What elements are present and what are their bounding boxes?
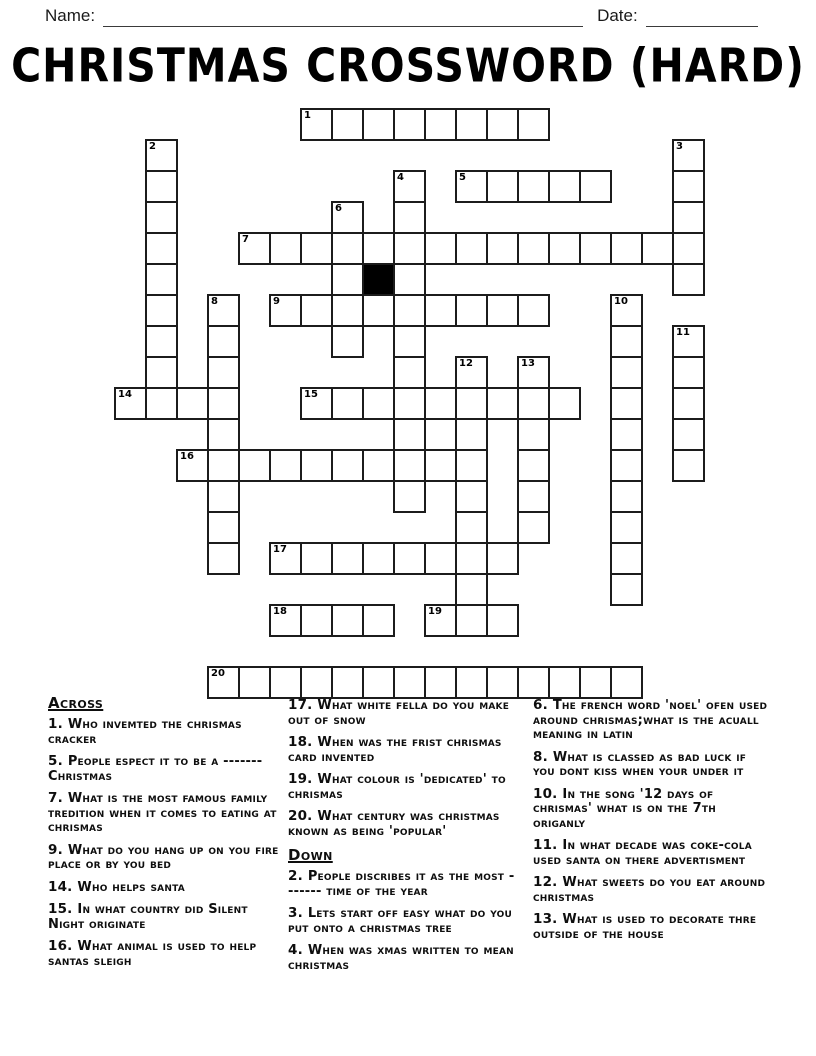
grid-cell[interactable]	[207, 356, 240, 389]
date-input-line[interactable]	[646, 6, 758, 27]
grid-cell[interactable]	[207, 511, 240, 544]
clue-number: 6.	[533, 697, 553, 713]
grid-cell[interactable]	[393, 201, 426, 234]
grid-cell[interactable]	[672, 263, 705, 296]
cell-number: 20	[211, 668, 225, 679]
grid-cell[interactable]	[672, 139, 705, 172]
grid-cell[interactable]	[362, 449, 395, 482]
clue-across-16: 16. What animal is used to help santas sleigh	[48, 938, 257, 969]
grid-cell[interactable]	[610, 325, 643, 358]
grid-cell[interactable]	[393, 294, 426, 327]
grid-cell[interactable]	[424, 387, 457, 420]
grid-cell[interactable]	[517, 511, 550, 544]
page-title: CHRISTMAS CROSSWORD (HARD)	[11, 39, 805, 93]
name-label: Name:	[45, 6, 96, 25]
grid-cell[interactable]	[610, 542, 643, 575]
grid-cell[interactable]	[517, 108, 550, 141]
grid-cell[interactable]	[548, 170, 581, 203]
grid-cell[interactable]	[269, 294, 302, 327]
grid-cell[interactable]	[393, 387, 426, 420]
worksheet-header	[45, 6, 793, 27]
grid-cell[interactable]	[269, 449, 302, 482]
grid-cell[interactable]	[455, 108, 488, 141]
grid-cell[interactable]	[610, 232, 643, 265]
clue-down-11: 11. In what decade was coke-cola used santa on there advertisment	[533, 837, 752, 868]
cell-number: 12	[459, 358, 473, 369]
grid-cell[interactable]	[424, 449, 457, 482]
grid-cell[interactable]	[300, 387, 333, 420]
grid-cell[interactable]	[579, 232, 612, 265]
clue-number: 19.	[288, 771, 318, 787]
grid-cell[interactable]	[362, 387, 395, 420]
grid-cell[interactable]	[548, 232, 581, 265]
grid-cell[interactable]	[393, 542, 426, 575]
grid-cell[interactable]	[393, 449, 426, 482]
clue-number: 7.	[48, 790, 68, 806]
clue-across-18: 18. When was the frist chrismas card invented	[288, 734, 502, 765]
grid-cell[interactable]	[424, 232, 457, 265]
grid-cell[interactable]	[517, 480, 550, 513]
clue-down-3: 3. Lets start off easy what do you put onto a christmas tree	[288, 905, 512, 936]
grid-cell[interactable]	[331, 542, 364, 575]
grid-cell[interactable]	[145, 356, 178, 389]
clues-across-part2	[288, 698, 520, 839]
grid-cell[interactable]	[300, 294, 333, 327]
clue-down-2: 2. People discribes it as the most ------- time of the year	[288, 868, 515, 899]
grid-cell[interactable]	[486, 232, 519, 265]
clue-down-13: 13. What is used to decorate thre outside of the house	[533, 911, 757, 942]
grid-cell[interactable]	[362, 108, 395, 141]
grid-cell[interactable]	[269, 542, 302, 575]
crossword-grid	[114, 108, 708, 702]
grid-cell[interactable]	[486, 294, 519, 327]
grid-cell[interactable]	[517, 356, 550, 389]
grid-cell[interactable]	[610, 511, 643, 544]
clues-down-part1	[288, 869, 520, 973]
grid-cell[interactable]	[455, 604, 488, 637]
grid-cell[interactable]	[331, 108, 364, 141]
clue-across-7: 7. What is the most famous family tredition when it comes to eating at chrismas	[48, 790, 277, 835]
grid-cell[interactable]	[269, 232, 302, 265]
clue-down-10: 10. In the song '12 days of chrismas' what is on the 7th origanly	[533, 785, 716, 831]
grid-cell[interactable]	[393, 170, 426, 203]
grid-cell[interactable]	[331, 387, 364, 420]
grid-cell[interactable]	[362, 604, 395, 637]
grid-cell[interactable]	[455, 480, 488, 513]
clues-column-2	[288, 698, 520, 980]
grid-cell[interactable]	[672, 418, 705, 451]
grid-cell[interactable]	[331, 449, 364, 482]
grid-cell[interactable]	[455, 542, 488, 575]
grid-cell[interactable]	[486, 666, 519, 699]
cell-number: 13	[521, 358, 535, 369]
cell-number: 14	[118, 389, 132, 400]
grid-cell[interactable]	[610, 480, 643, 513]
clue-number: 13.	[533, 911, 563, 927]
grid-cell[interactable]	[517, 387, 550, 420]
grid-cell[interactable]	[145, 232, 178, 265]
grid-cell[interactable]	[672, 201, 705, 234]
clue-down-8: 8. What is classed as bad luck if you dont kiss when your under it	[533, 748, 747, 779]
grid-cell[interactable]	[393, 232, 426, 265]
grid-cell[interactable]	[300, 542, 333, 575]
grid-cell[interactable]	[548, 666, 581, 699]
clue-number: 4.	[288, 942, 308, 958]
grid-cell[interactable]	[362, 232, 395, 265]
grid-cell[interactable]	[455, 511, 488, 544]
grid-cell[interactable]	[207, 387, 240, 420]
grid-cell[interactable]	[424, 542, 457, 575]
grid-cell[interactable]	[145, 201, 178, 234]
grid-cell[interactable]	[207, 325, 240, 358]
clue-number: 5.	[48, 753, 68, 769]
cell-number: 18	[273, 606, 287, 617]
grid-cell[interactable]	[393, 418, 426, 451]
grid-cell[interactable]	[610, 666, 643, 699]
cell-number: 19	[428, 606, 442, 617]
grid-cell[interactable]	[455, 170, 488, 203]
grid-cell[interactable]	[486, 108, 519, 141]
grid-cell[interactable]	[548, 387, 581, 420]
grid-cell[interactable]	[517, 666, 550, 699]
grid-cell[interactable]	[610, 356, 643, 389]
clue-across-9: 9. What do you hang up on you fire place or by you bed	[48, 841, 279, 872]
grid-cell[interactable]	[300, 108, 333, 141]
grid-cell[interactable]	[331, 294, 364, 327]
grid-cell[interactable]	[300, 666, 333, 699]
grid-cell[interactable]	[455, 232, 488, 265]
grid-cell[interactable]	[207, 449, 240, 482]
cell-number: 7	[242, 234, 249, 245]
grid-cell[interactable]	[393, 263, 426, 296]
cell-number: 8	[211, 296, 218, 307]
cell-number: 6	[335, 203, 342, 214]
clue-across-1: 1. Who invemted the chrismas cracker	[48, 716, 242, 747]
clues-across-part1	[48, 717, 280, 969]
grid-cell[interactable]	[517, 418, 550, 451]
grid-cell[interactable]	[393, 108, 426, 141]
grid-cell[interactable]	[207, 480, 240, 513]
grid-cell[interactable]	[176, 449, 209, 482]
clue-down-6: 6. The french word 'noel' ofen used around chrismas;what is the acuall meaning in latin	[533, 697, 768, 742]
grid-cell[interactable]	[610, 418, 643, 451]
grid-cell[interactable]	[579, 170, 612, 203]
clue-number: 10.	[533, 785, 563, 802]
clue-across-15: 15. In what country did Silent Night originate	[48, 901, 248, 932]
grid-cell[interactable]	[362, 542, 395, 575]
grid-cell[interactable]	[393, 356, 426, 389]
clue-across-14: 14. Who helps santa	[48, 878, 185, 895]
cell-number: 2	[149, 141, 156, 152]
grid-cell[interactable]	[455, 573, 488, 606]
clue-number: 8.	[533, 748, 553, 765]
grid-cell[interactable]	[145, 170, 178, 203]
grid-cell[interactable]	[176, 387, 209, 420]
cell-number: 16	[180, 451, 194, 462]
grid-cell[interactable]	[362, 294, 395, 327]
grid-cell[interactable]	[672, 232, 705, 265]
grid-cell[interactable]	[424, 604, 457, 637]
clue-number: 16.	[48, 938, 78, 954]
grid-cell[interactable]	[641, 232, 674, 265]
grid-cell[interactable]	[672, 356, 705, 389]
clue-across-17: 17. What white fella do you make out of snow	[288, 697, 510, 728]
cell-number: 17	[273, 544, 287, 555]
clue-number: 1.	[48, 716, 68, 732]
clue-number: 17.	[288, 697, 318, 713]
grid-cell[interactable]	[610, 294, 643, 327]
cell-number: 1	[304, 110, 311, 121]
date-label: Date:	[597, 6, 638, 25]
grid-cell[interactable]	[455, 418, 488, 451]
grid-cell[interactable]	[145, 325, 178, 358]
grid-cell[interactable]	[486, 387, 519, 420]
grid-cell[interactable]	[331, 263, 364, 296]
grid-cell[interactable]	[331, 201, 364, 234]
grid-cell[interactable]	[455, 387, 488, 420]
grid-cell[interactable]	[331, 604, 364, 637]
name-input-line[interactable]	[103, 6, 583, 27]
clues-column-1	[48, 694, 280, 976]
cell-number: 3	[676, 141, 683, 152]
clue-number: 15.	[48, 901, 78, 917]
cell-number: 15	[304, 389, 318, 400]
grid-cell[interactable]	[424, 108, 457, 141]
grid-cell[interactable]	[145, 139, 178, 172]
grid-cell[interactable]	[424, 666, 457, 699]
grid-cell[interactable]	[610, 573, 643, 606]
grid-cell-black	[362, 263, 395, 296]
cell-number: 5	[459, 172, 466, 183]
clue-number: 3.	[288, 905, 308, 921]
clue-number: 14.	[48, 878, 78, 895]
grid-cell[interactable]	[517, 449, 550, 482]
grid-cell[interactable]	[486, 604, 519, 637]
clue-number: 2.	[288, 868, 308, 884]
clue-number: 11.	[533, 837, 563, 853]
cell-number: 4	[397, 172, 404, 183]
grid-cell[interactable]	[610, 449, 643, 482]
grid-cell[interactable]	[269, 604, 302, 637]
grid-cell[interactable]	[393, 666, 426, 699]
grid-cell[interactable]	[455, 294, 488, 327]
clue-down-4: 4. When was xmas written to mean christmas	[288, 942, 514, 973]
grid-cell[interactable]	[207, 294, 240, 327]
cell-number: 11	[676, 327, 690, 338]
grid-cell[interactable]	[114, 387, 147, 420]
grid-cell[interactable]	[610, 387, 643, 420]
clue-across-20: 20. What century was christmas known as being 'popular'	[288, 808, 500, 839]
grid-cell[interactable]	[517, 170, 550, 203]
grid-cell[interactable]	[331, 325, 364, 358]
grid-cell[interactable]	[145, 263, 178, 296]
clue-across-19: 19. What colour is 'dedicated' to chrismas	[288, 771, 506, 802]
grid-cell[interactable]	[331, 232, 364, 265]
clue-down-12: 12. What sweets do you eat around christmas	[533, 874, 766, 905]
grid-cell[interactable]	[145, 387, 178, 420]
clue-number: 18.	[288, 734, 318, 750]
cell-number: 10	[614, 296, 628, 307]
clue-number: 12.	[533, 874, 563, 890]
down-header: Down	[288, 846, 333, 864]
grid-cell[interactable]	[517, 232, 550, 265]
grid-cell[interactable]	[672, 325, 705, 358]
grid-cell[interactable]	[300, 449, 333, 482]
grid-cell[interactable]	[672, 170, 705, 203]
grid-cell[interactable]	[300, 604, 333, 637]
grid-cell[interactable]	[145, 294, 178, 327]
grid-cell[interactable]	[207, 418, 240, 451]
grid-cell[interactable]	[238, 232, 271, 265]
grid-cell[interactable]	[455, 666, 488, 699]
grid-cell[interactable]	[362, 666, 395, 699]
grid-cell[interactable]	[424, 294, 457, 327]
clues-down-part2	[533, 698, 771, 942]
clues-column-3	[533, 698, 771, 949]
cell-number: 9	[273, 296, 280, 307]
grid-cell[interactable]	[672, 449, 705, 482]
grid-cell[interactable]	[207, 542, 240, 575]
clue-number: 20.	[288, 808, 318, 824]
across-header: Across	[48, 694, 104, 712]
grid-cell[interactable]	[455, 356, 488, 389]
grid-cell[interactable]	[331, 666, 364, 699]
grid-cell[interactable]	[455, 449, 488, 482]
grid-cell[interactable]	[579, 666, 612, 699]
grid-cell[interactable]	[393, 480, 426, 513]
clue-across-5: 5. People espect it to be a ------- Christmas	[48, 753, 263, 784]
grid-cell[interactable]	[486, 170, 519, 203]
grid-cell[interactable]	[486, 542, 519, 575]
grid-cell[interactable]	[238, 449, 271, 482]
grid-cell[interactable]	[517, 294, 550, 327]
grid-cell[interactable]	[393, 325, 426, 358]
grid-cell[interactable]	[300, 232, 333, 265]
clue-number: 9.	[48, 841, 68, 858]
grid-cell[interactable]	[672, 387, 705, 420]
